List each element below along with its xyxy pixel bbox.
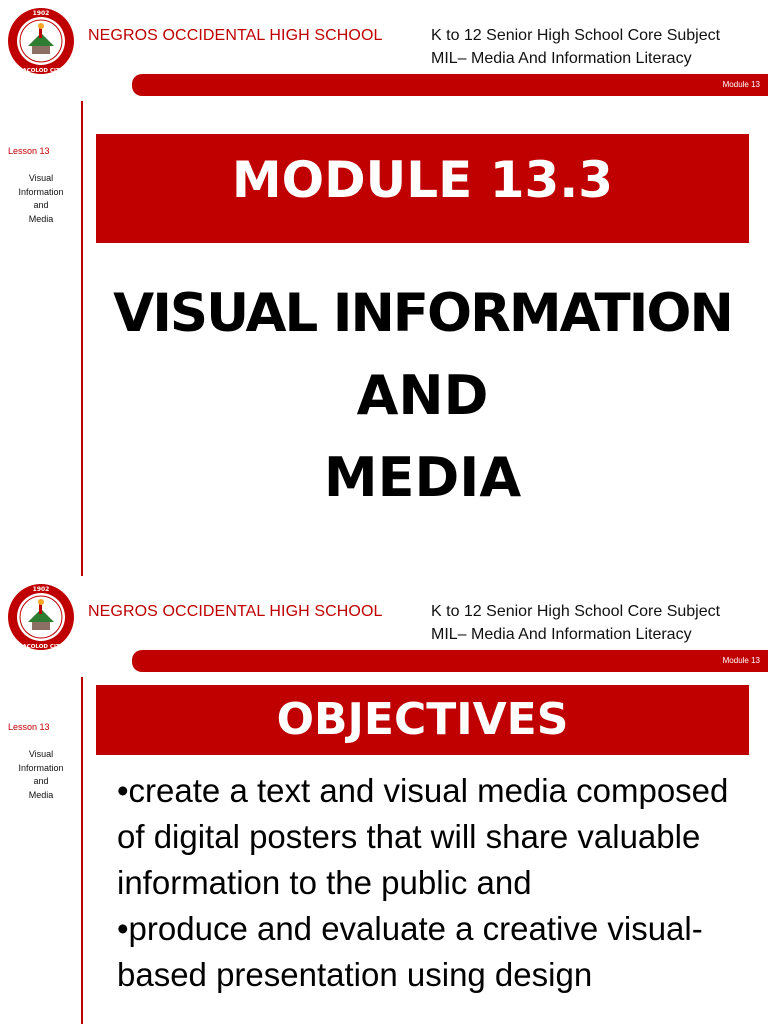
module-tag: Module 13 <box>722 80 760 89</box>
objectives-list <box>117 768 757 998</box>
subject-line-1: K to 12 Senior High School Core Subject <box>431 27 721 44</box>
svg-text:1902: 1902 <box>32 586 50 593</box>
sidebar-topic <box>8 748 74 802</box>
module-banner: MODULE 13.3 <box>96 134 749 243</box>
svg-text:BACOLOD CITY: BACOLOD CITY <box>18 644 64 650</box>
lesson-label: Lesson 13 <box>8 722 50 732</box>
school-seal-icon <box>6 6 76 76</box>
subject-line-2: MIL– Media And Information Literacy <box>431 50 692 67</box>
sidebar-topic-line: and <box>33 776 49 786</box>
header-bar <box>132 650 768 672</box>
school-seal-icon <box>6 582 76 652</box>
title-line-2: AND <box>356 364 489 427</box>
school-name: NEGROS OCCIDENTAL HIGH SCHOOL <box>88 603 383 620</box>
school-name: NEGROS OCCIDENTAL HIGH SCHOOL <box>88 27 383 44</box>
header-bar <box>132 74 768 96</box>
sidebar-divider <box>81 677 83 1024</box>
sidebar-topic-line: Visual <box>28 173 54 183</box>
lesson-label: Lesson 13 <box>8 146 50 156</box>
title-line-3: MEDIA <box>323 446 522 509</box>
subject-line-1: K to 12 Senior High School Core Subject <box>431 603 721 620</box>
sidebar-topic-line: Visual <box>28 749 54 759</box>
objectives-banner: OBJECTIVES <box>96 685 749 755</box>
slide-title <box>96 273 749 519</box>
subject-line-2: MIL– Media And Information Literacy <box>431 626 692 643</box>
sidebar-topic-line: Media <box>28 789 54 800</box>
subject-info <box>431 600 720 646</box>
objective-item: •create a text and visual media composed of digital posters that will share valuable information to the public and <box>117 772 729 901</box>
objective-item: •produce and evaluate a creative visual-based presentation using design <box>117 910 703 993</box>
svg-text:1902: 1902 <box>32 10 50 17</box>
svg-text:BACOLOD CITY: BACOLOD CITY <box>18 68 64 74</box>
sidebar-divider <box>81 101 83 576</box>
subject-info <box>431 24 720 70</box>
slide-objectives <box>0 576 768 1024</box>
sidebar-topic-line: and <box>33 200 49 210</box>
module-tag: Module 13 <box>722 656 760 665</box>
sidebar-topic-line: Media <box>28 213 54 224</box>
sidebar-topic-line: Information <box>18 762 64 773</box>
sidebar-topic <box>8 172 74 226</box>
title-line-1: VISUAL INFORMATION <box>113 283 732 344</box>
sidebar-topic-line: Information <box>18 186 64 197</box>
